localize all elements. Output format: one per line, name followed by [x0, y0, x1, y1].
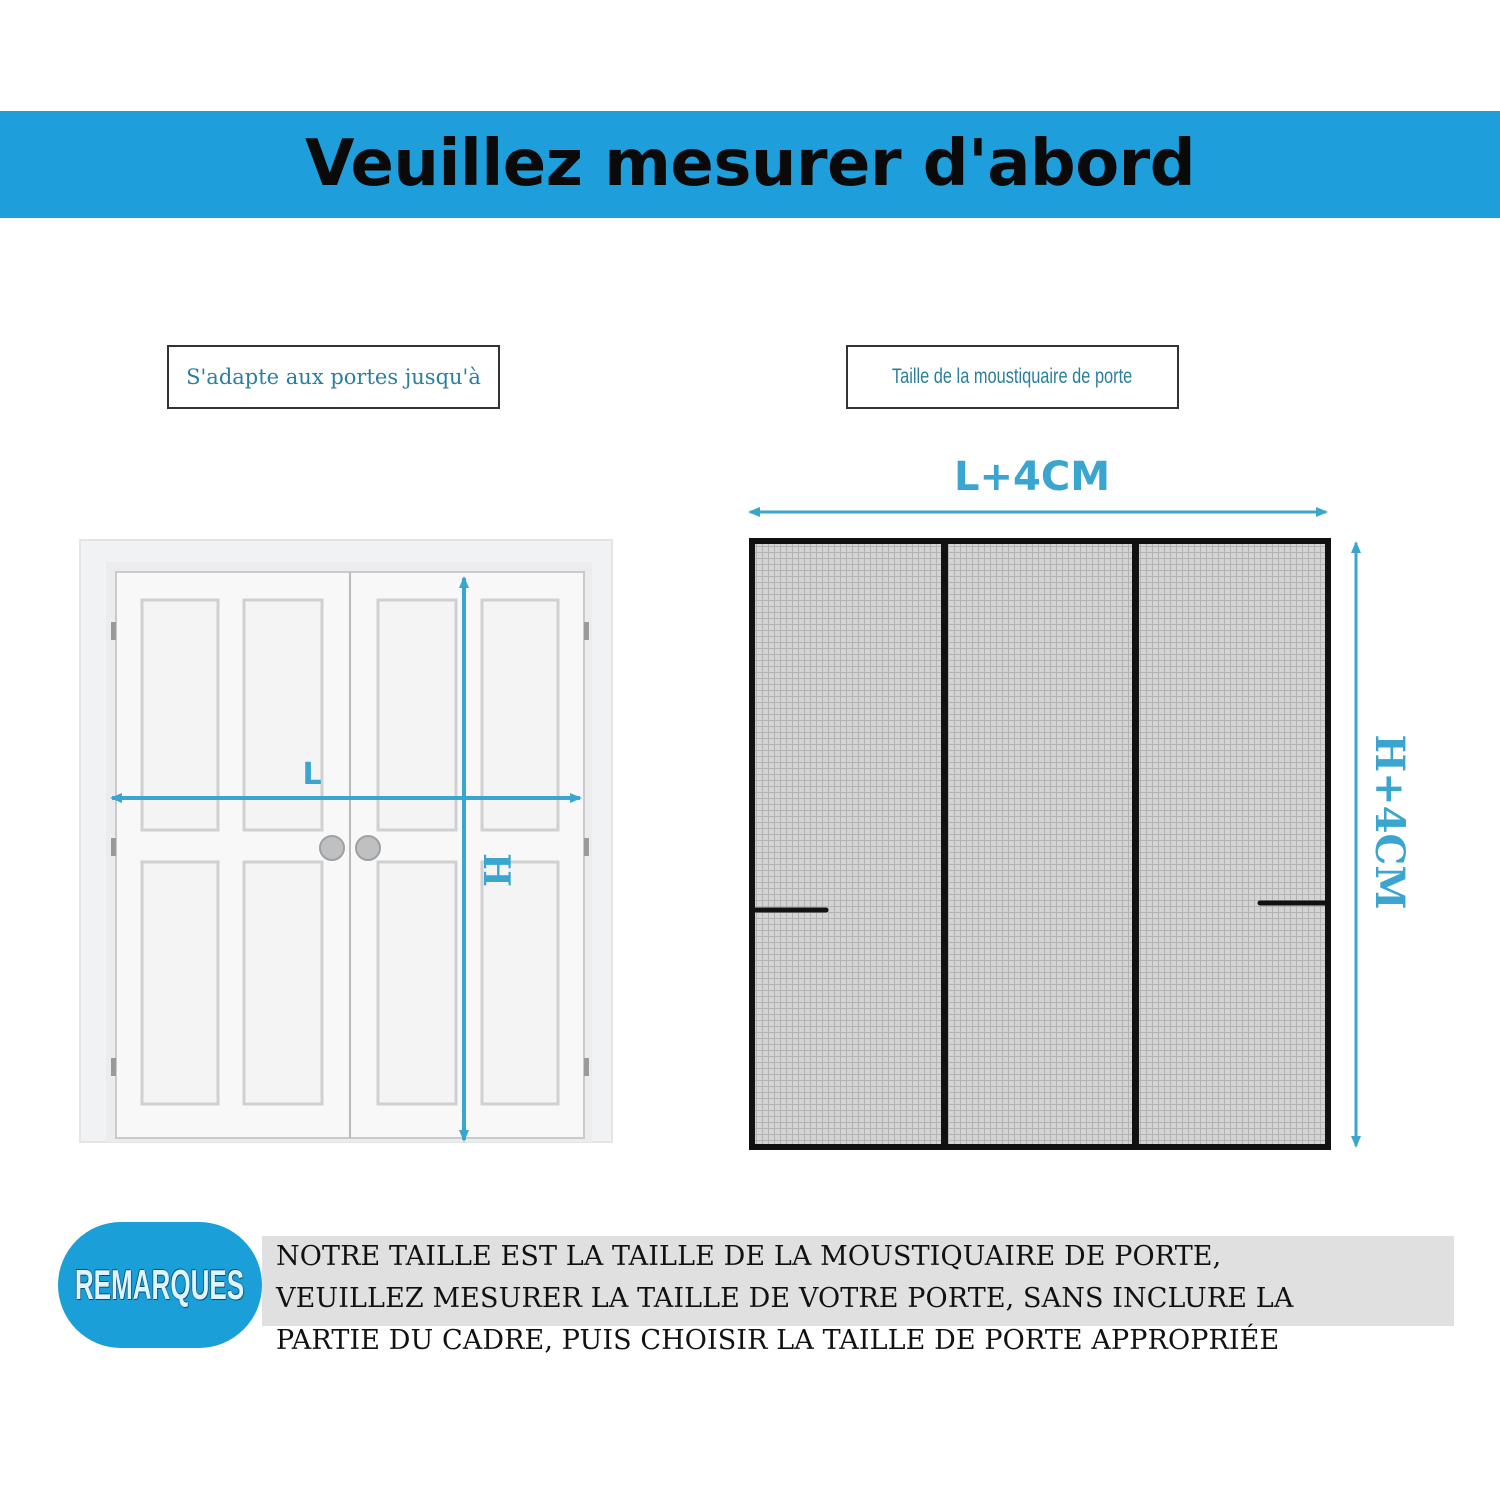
door-knob [356, 836, 380, 860]
door-panel [142, 600, 218, 830]
door-panel [378, 600, 456, 830]
door-panel [244, 600, 322, 830]
screen-divider [1132, 541, 1139, 1147]
door-panel [482, 600, 558, 830]
door-knob [320, 836, 344, 860]
screen-width-label: L+4CM [954, 454, 1110, 500]
mosquito-screen-illustration [752, 541, 1328, 1147]
door-panel [142, 862, 218, 1104]
screen-frame [752, 541, 1328, 1147]
remark-badge-label: REMARQUES [75, 1261, 245, 1308]
double-door-illustration [80, 540, 612, 1142]
screen-size-label: Taille de la moustiquaire de porte [892, 365, 1133, 388]
door-width-label: L [302, 757, 322, 792]
remark-line: NOTRE TAILLE EST LA TAILLE DE LA MOUSTIQUAIRE DE PORTE, [276, 1241, 1222, 1272]
screen-height-label: H+4CM [1366, 734, 1413, 910]
remark-text [276, 1236, 1466, 1362]
door-panel [482, 862, 558, 1104]
door-height-label: H [475, 852, 517, 888]
door-panel [378, 862, 456, 1104]
screen-divider [941, 541, 948, 1147]
remark-badge [58, 1222, 262, 1348]
remark-line: VEUILLEZ MESURER LA TAILLE DE VOTRE PORTE, SANS INCLURE LA [276, 1283, 1294, 1314]
page-title: Veuillez mesurer d'abord [304, 127, 1196, 201]
remark-line: PARTIE DU CADRE, PUIS CHOISIR LA TAILLE DE PORTE APPROPRIÉE [276, 1325, 1280, 1356]
door-panel [244, 862, 322, 1104]
door-size-label: S'adapte aux portes jusqu'à [186, 365, 481, 389]
